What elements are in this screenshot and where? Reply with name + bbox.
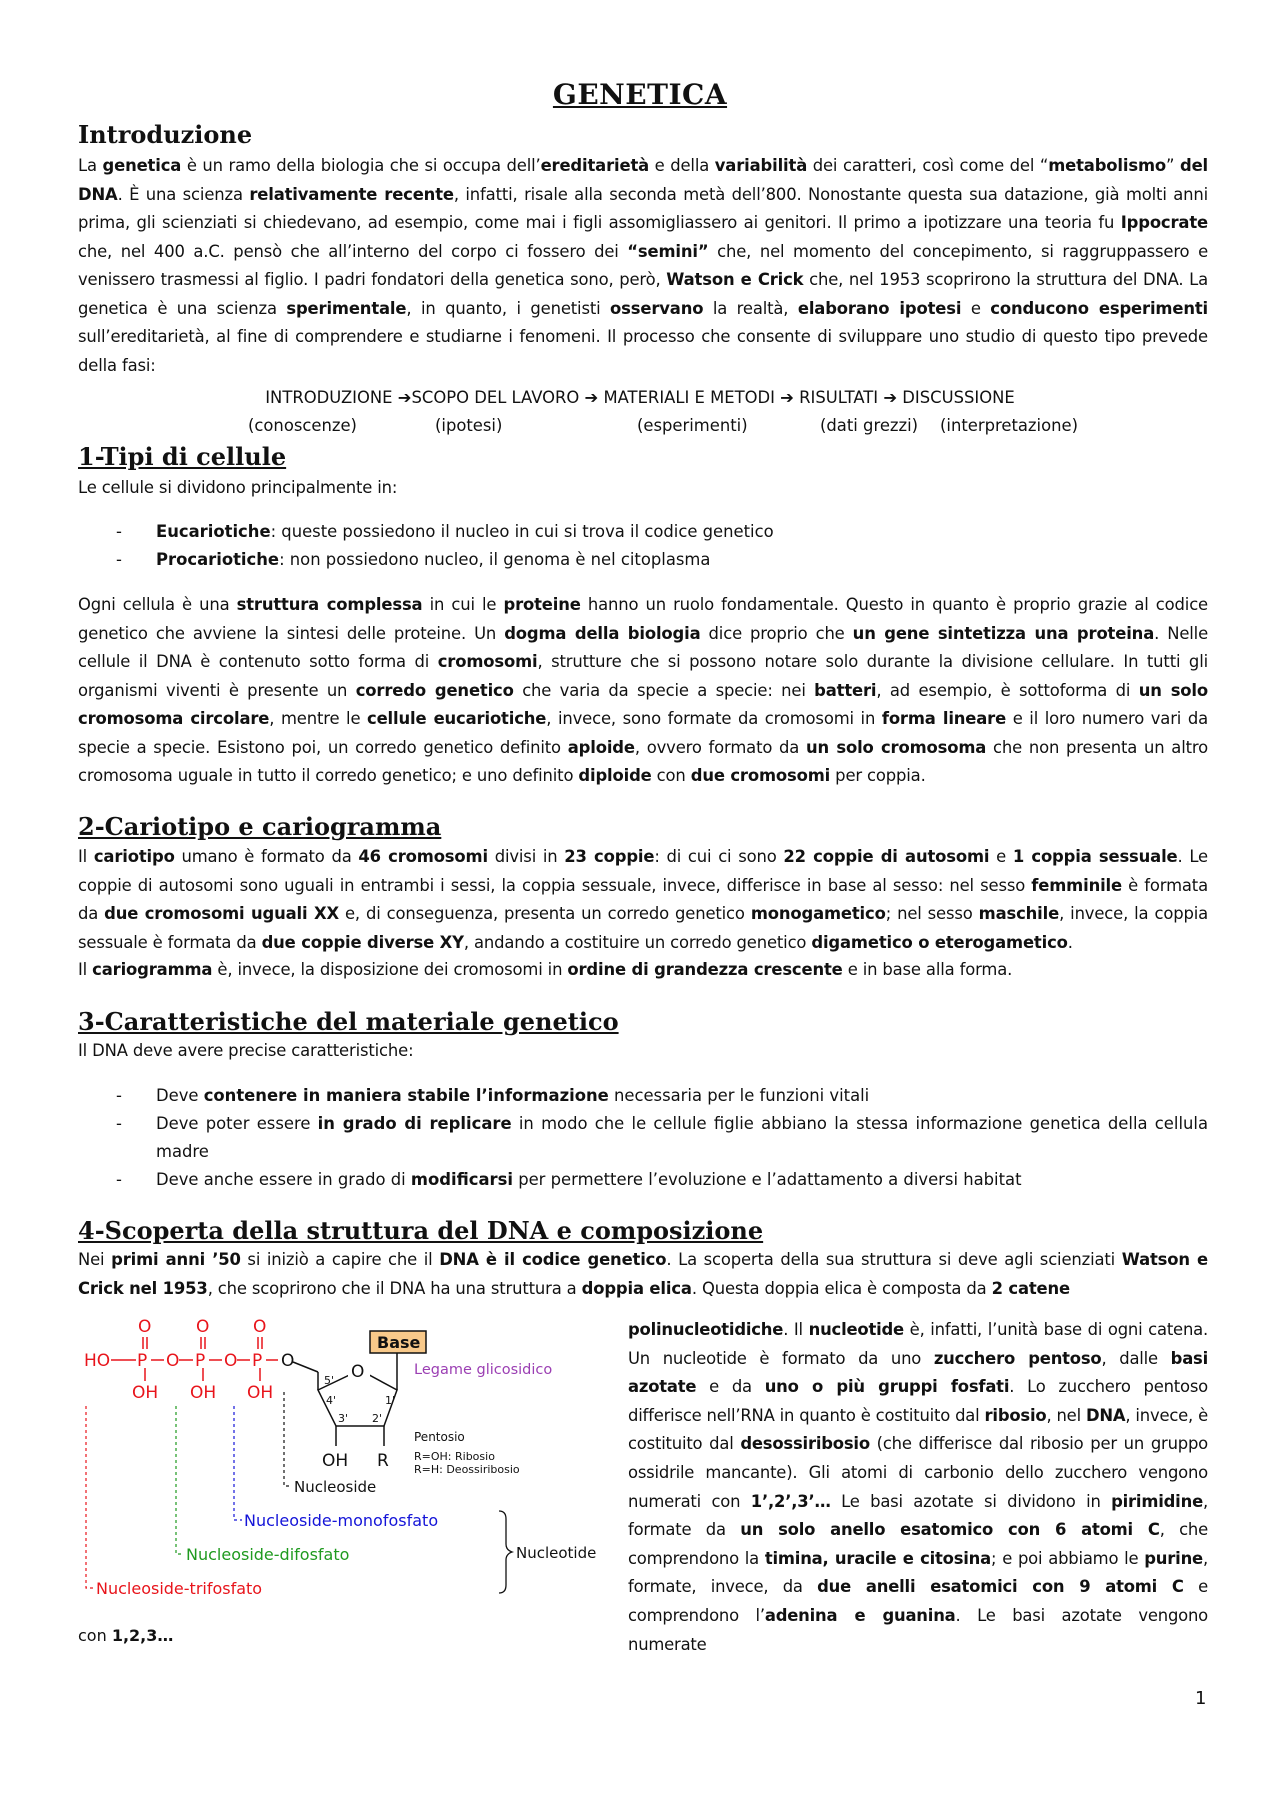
bold-term: variabilità [714,156,808,175]
text-run: si iniziò a capire che il [240,1250,440,1269]
text-run: e da [696,1377,765,1397]
heading-caratteristiche: 3-Caratteristiche del materiale genetico [78,1007,619,1036]
oxygen-label: O [253,1317,267,1337]
text-run: e il loro numero vari da specie a specie. Esistono poi, un corredo genetico definito [78,709,1208,757]
text-run: Deve anche essere in grado di [156,1170,411,1189]
text-run: ; nel sesso [885,904,979,923]
caratteristiche-lead: Il DNA deve avere precise caratteristiche: [78,1041,414,1060]
nucleotide-label: Nucleotide [516,1544,597,1562]
flow-sub-3: (esperimenti) [637,416,748,435]
text-run: : di cui ci sono [654,847,784,866]
text-run: , in quanto, i genetisti [406,298,611,318]
text-run: è formata da [78,875,1208,923]
dash-bullet-icon: - [116,1170,122,1189]
text-run: Nei [78,1250,112,1269]
bold-term: struttura complessa [236,595,423,614]
hydroxyl-label: OH [132,1383,159,1403]
bold-term: nucleotide [808,1320,904,1339]
text-run: , infatti, risale alla seconda metà dell’800. Nonostante questa sua datazione, già molti anni prima, gli scienziati si chiedevano, ad esempio, come mai i figli assomigliassero ai genitori. Il primo a ipotizzare una teoria fu [78,184,1208,232]
oxygen-label: O [281,1351,295,1371]
bold-term: un solo anello esatomico con 6 atomi C [740,1520,1160,1540]
bold-term: digametico o eterogametico [811,932,1068,952]
bold-term: un solo cromosoma circolare [78,680,1208,728]
nucleotide-paragraph [628,1316,1208,1659]
bold-term: DNA è il codice genetico [439,1250,667,1269]
heading-introduzione: Introduzione [78,120,253,149]
dash-bullet-icon: - [116,522,122,541]
text-run: che, nel 400 a.C. pensò che all’interno del corpo ci fossero dei [78,241,628,261]
text-run: è, infatti, l’unità base di ogni catena. Un nucleotide è formato da uno [628,1320,1208,1368]
bold-term: 1 coppia sessuale [1012,847,1178,866]
bold-term: cariotipo [93,847,175,866]
text-run: , che scoprirono che il DNA ha una struttura a [207,1278,582,1298]
text-run: dei caratteri, così come del “ [807,156,1049,175]
bold-term: 23 coppie [564,847,655,866]
text-run: la realtà, [703,298,798,318]
bold-term: contenere in maniera stabile l’informazione [203,1086,609,1105]
caratteristiche-list [78,1082,1208,1194]
hydroxyl-label: OH [247,1383,274,1403]
bold-term: DNA [1085,1405,1126,1425]
bold-term: pirimidine [1111,1491,1203,1511]
text-run: , mentre le [269,709,368,728]
bold-term: del DNA [78,156,1209,204]
text-run: , ad esempio, è sottoforma di [876,680,1139,700]
text-run: in modo che le cellule figlie abbiano la stessa informazione genetica della cellula madre [156,1114,1208,1161]
bold-term: proteine [503,595,581,614]
deoxyribose-note: R=H: Deossiribosio [414,1463,520,1476]
text-run: . [1067,932,1073,952]
text-run: e, di conseguenza, presenta un corredo genetico [338,904,751,923]
text-run: è, invece, la disposizione dei cromosomi in [212,960,568,979]
text-run: RNA [740,1405,775,1425]
bold-term: due coppie diverse XY [261,932,464,952]
ribose-note: R=OH: Ribosio [414,1450,495,1463]
text-run: . È una scienza [117,184,250,204]
text-run: . Le basi azotate vengono numerate [628,1605,1208,1654]
flow-sub-4: (dati grezzi) [820,416,919,435]
list-item [78,546,1208,574]
text-run: : non possiedono nucleo, il genoma è nel citoplasma [279,550,711,569]
phosphorus-label: P [252,1351,263,1371]
cariotipo-paragraph [78,843,1208,957]
flow-sub-1: (conoscenze) [248,416,357,435]
carbon-1-label: 1' [385,1394,396,1407]
sugar-ring [281,1350,397,1471]
bold-term: cromosomi [437,652,538,671]
text-run: . La scoperta della sua struttura si deve agli scienziati [666,1250,1122,1269]
oxygen-label: O [196,1317,210,1337]
bold-term: uno o più gruppi fosfati [764,1377,1010,1397]
triphosphate-label: Nucleoside-trifosfato [96,1579,263,1598]
bold-term: cariogramma [92,960,213,979]
text-run: ; e poi abbiamo le [991,1548,1145,1568]
list-item [78,1082,1208,1110]
bold-term: zucchero pentoso [933,1348,1102,1368]
bold-term: ereditarietà [540,156,650,175]
bold-term: Watson e Crick [666,270,804,289]
bold-term: primi anni ’50 [111,1250,241,1269]
bold-term: 22 coppie di autosomi [783,847,990,866]
text-run: , formate, invece, da [628,1548,1208,1597]
text-run: e in base alla forma. [842,960,1013,979]
text-run: umano è formato da [174,847,359,866]
bold-term: diploide [578,766,652,785]
text-run: . Il [783,1320,809,1339]
bold-term: relativamente recente [249,184,454,204]
text-run: che varia da specie a specie: nei [513,680,815,700]
nucleoside-label: Nucleoside [294,1478,377,1496]
text-run: hanno un ruolo fondamentale. Questo in quanto è proprio grazie al codice genetico che avviene la sintesi delle proteine. Un [78,595,1208,643]
text-run: , invece, sono formate da cromosomi in [546,709,882,728]
r-group-label: R [377,1451,389,1471]
bold-term: Procariotiche [156,550,280,569]
text-run: Il [78,960,93,979]
bold-term: dogma della biologia [504,623,701,643]
text-run: Le basi azotate si dividono in [830,1491,1112,1511]
bold-term: maschile [978,904,1060,923]
ring-hydroxyl-label: OH [322,1451,349,1471]
text-run: . Nelle cellule il DNA è contenuto sotto forma di [78,623,1208,671]
text-run: per coppia. [830,766,926,785]
ring-oxygen-label: O [351,1362,365,1382]
cellule-lead: Le cellule si dividono principalmente in: [78,478,398,497]
carbon-2-label: 2' [372,1412,383,1425]
bold-term: genetica [102,156,182,175]
text-run: in quanto è costituito dal [774,1405,985,1425]
text-run: in cui le [422,595,504,614]
heading-scoperta-dna: 4-Scoperta della struttura del DNA e composizione [78,1216,764,1245]
oxygen-label: O [138,1317,152,1337]
text-run: sull’ereditarietà, al fine di comprendere e studiarne i fenomeni. Il processo che consente di sviluppare uno studio di questo tipo prevede della fasi: [78,327,1208,375]
text-run: , andando a costituire un corredo genetico [463,932,812,952]
text-run: che non presenta un altro cromosoma uguale in tutto il corredo genetico; e uno definito [78,737,1208,785]
text-run: per permettere l’evoluzione e l’adattamento a diversi habitat [512,1170,1022,1189]
text-run: : queste possiedono il nucleo in cui si trova il codice genetico [270,522,774,541]
glycosidic-bond-label: Legame glicosidico [414,1362,553,1378]
base-label: Base [377,1333,421,1352]
carbon-5-label: 5' [324,1374,335,1387]
text-run: è un ramo della biologia che si occupa dell’ [181,156,541,175]
bold-term: due cromosomi [690,766,831,785]
bold-term: 46 cromosomi [358,847,488,866]
numbering-continuation [78,1626,173,1645]
phosphorus-label: P [195,1351,206,1371]
bold-term: ordine di grandezza crescente [567,960,843,979]
text-run: , invece, la coppia sessuale è formata da [78,904,1209,952]
intro-paragraph [78,152,1208,380]
text-run: . Lo zucchero pentoso differisce nell’ [628,1377,1208,1425]
page-title: GENETICA [552,78,728,111]
bold-term: 1’,2’,3’… [750,1491,831,1511]
dash-bullet-icon: - [116,550,122,569]
text-run: Deve poter essere [156,1114,318,1133]
page-number: 1 [1195,1688,1207,1709]
heading-cariotipo: 2-Cariotipo e cariogramma [78,812,442,841]
bold-term: batteri [814,680,877,700]
bold-term: Ippocrate [1120,213,1208,232]
text-run: La [78,156,103,175]
bold-term: ribosio [984,1405,1047,1425]
text-run: (che differisce dal ribosio per un gruppo ossidrile mancante). Gli atomi di carbonio dello zucchero vengono numerati con [628,1434,1208,1511]
text-run: , nel [1046,1405,1086,1425]
list-item [78,518,1208,546]
text-run: divisi in [487,847,565,866]
text-run: che, nel 1953 scoprirono la struttura del DNA. La genetica è una scienza [78,270,1208,318]
dash-bullet-icon: - [116,1114,122,1133]
bold-term: forma lineare [881,709,1007,728]
dash-bullet-icon: - [116,1086,122,1105]
numbering-prefix: con [78,1626,112,1645]
nucleotide-diagram [78,1306,618,1616]
bold-term: sperimentale [286,298,407,318]
hydroxyl-label: OH [190,1383,217,1403]
nucleotide-brace [499,1511,512,1593]
bold-term: femminile [1031,875,1122,895]
cellule-list [78,518,1208,574]
bold-term: basi azotate [628,1348,1209,1397]
bold-term: doppia elica [581,1278,692,1298]
pentose-label: Pentosio [414,1430,465,1444]
bold-term: polinucleotidiche [628,1320,784,1339]
bold-term: aploide [567,737,635,757]
bold-term: due anelli esatomici con 9 atomi C [817,1577,1184,1597]
text-run: Deve [156,1086,204,1105]
text-run: con [651,766,691,785]
bold-term: corredo genetico [355,680,514,700]
text-run: . Questa doppia elica è composta da [691,1278,992,1298]
text-run: Il [78,847,94,866]
scoperta-paragraph [78,1246,1208,1303]
bold-term: modificarsi [410,1170,513,1189]
text-run: , strutture che si possono notare solo durante la divisione cellulare. In tutti gli organismi viventi è presente un [78,652,1208,700]
bold-term: “semini” [627,241,709,261]
text-run: ” [1166,156,1180,175]
bold-term: osservano [610,298,704,318]
bold-term: Watson e Crick nel 1953 [78,1250,1209,1298]
text-run: e [989,847,1013,866]
text-run: , invece, è costituito dal [628,1405,1208,1454]
bold-term: cellule eucariotiche [367,709,547,728]
bold-term: metabolismo [1048,156,1166,175]
numbering-values: 1,2,3… [111,1626,174,1645]
phosphorus-label: P [137,1351,148,1371]
list-item [78,1166,1208,1194]
cariogramma-paragraph [78,956,1208,985]
bold-term: purine [1144,1548,1203,1568]
method-flow: INTRODUZIONE ➔SCOPO DEL LAVORO ➔ MATERIALI E METODI ➔ RISULTATI ➔ DISCUSSIONE [265,388,1015,407]
bold-term: un gene sintetizza una proteina [852,623,1155,643]
hydroxyl-label: HO [84,1351,111,1371]
text-run: , dalle [1101,1348,1171,1368]
bold-term: elaborano ipotesi [797,298,962,318]
cellule-paragraph [78,591,1208,791]
text-run: . Le coppie di autosomi sono uguali in entrambi i sessi, la coppia sessuale, invece, differisce in base al sesso: nel sesso [78,847,1208,895]
list-item [78,1110,1208,1166]
text-run: che, nel momento del concepimento, si raggruppassero e venissero trasmessi al figlio. I padri fondatori della genetica sono, però, [78,241,1208,289]
oxygen-label: O [224,1351,238,1371]
text-run: necessaria per le funzioni vitali [608,1086,870,1105]
text-run: e della [649,156,715,175]
text-run: dice proprio che [700,623,853,643]
text-run: , formate da [628,1491,1208,1540]
text-run: , che comprendono la [628,1520,1208,1568]
bold-term: conducono esperimenti [990,298,1208,318]
bold-term: un solo cromosoma [806,737,987,757]
bold-term: in grado di replicare [317,1114,512,1133]
bold-term: Eucariotiche [156,522,271,541]
text-run: Ogni cellula è una [78,595,237,614]
carbon-4-label: 4' [326,1394,337,1407]
diphosphate-label: Nucleoside-difosfato [186,1545,350,1564]
oxygen-label: O [166,1351,180,1371]
heading-tipi-cellule: 1-Tipi di cellule [78,442,287,471]
bold-term: timina, uracile e citosina [764,1548,992,1568]
bold-term: 2 catene [991,1278,1070,1298]
text-run: e [961,298,991,318]
flow-sub-2: (ipotesi) [435,416,503,435]
bold-term: due cromosomi uguali XX [104,904,339,923]
text-run: , ovvero formato da [634,737,807,757]
monophosphate-label: Nucleoside-monofosfato [244,1511,439,1530]
flow-sub-5: (interpretazione) [940,416,1078,435]
bold-term: adenina e guanina [764,1605,956,1625]
carbon-3-label: 3' [338,1412,349,1425]
bold-term: desossiribosio [740,1434,870,1454]
text-run: e comprendono l’ [628,1577,1208,1625]
bold-term: monogametico [750,904,886,923]
phosphate-chain [84,1317,278,1403]
